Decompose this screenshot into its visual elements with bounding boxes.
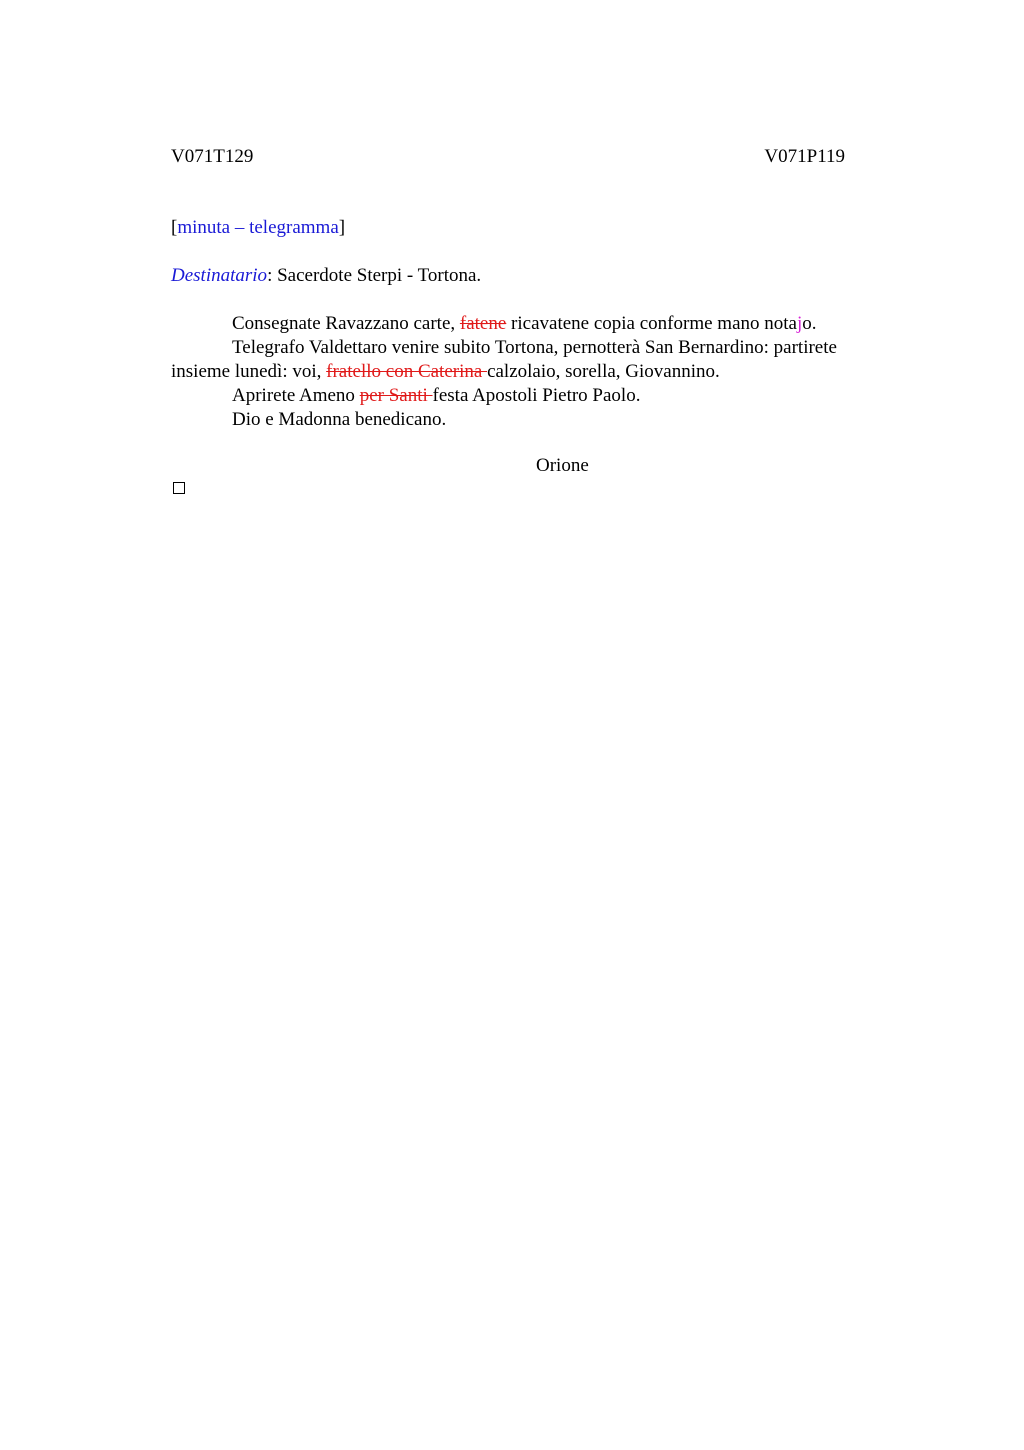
inserted-text: j	[796, 313, 803, 334]
document-type-label: minuta – telegramma	[177, 217, 339, 238]
document-codes	[171, 146, 845, 170]
paragraph-1	[171, 312, 899, 336]
text-segment: Aprirete Ameno	[232, 385, 360, 406]
paragraph-3	[171, 384, 899, 408]
text-segment: o.	[802, 313, 817, 334]
bracket-open: [	[171, 217, 178, 238]
text-segment: festa Apostoli Pietro Paolo.	[432, 385, 641, 406]
end-marker-box	[173, 482, 185, 494]
letter-body	[171, 312, 899, 432]
recipient-value: Sacerdote Sterpi - Tortona.	[272, 265, 482, 286]
paragraph-4	[171, 408, 899, 432]
signature: Orione	[536, 455, 589, 476]
deleted-text: per Santi	[359, 385, 433, 406]
deleted-text: fatene	[459, 313, 507, 334]
text-code: V071T129	[171, 146, 254, 167]
text-segment: Dio e Madonna benedicano.	[232, 409, 447, 430]
recipient-separator: :	[267, 265, 273, 286]
page-code: V071P119	[764, 146, 845, 167]
text-segment: Consegnate Ravazzano carte,	[232, 313, 460, 334]
text-segment: calzolaio, sorella, Giovannino.	[487, 361, 720, 382]
deleted-text: fratello con Caterina	[326, 361, 488, 382]
text-segment: ricavatene copia conforme mano nota	[506, 313, 797, 334]
text-segment: Telegrafo Valdettaro venire subito Tortona, pernotterà San Bernardino: partirete insieme lunedì: voi,	[171, 337, 837, 382]
recipient-line	[171, 265, 481, 287]
paragraph-2	[171, 336, 899, 384]
document-type	[171, 217, 345, 239]
bracket-close: ]	[338, 217, 346, 238]
recipient-label: Destinatario	[171, 265, 268, 286]
